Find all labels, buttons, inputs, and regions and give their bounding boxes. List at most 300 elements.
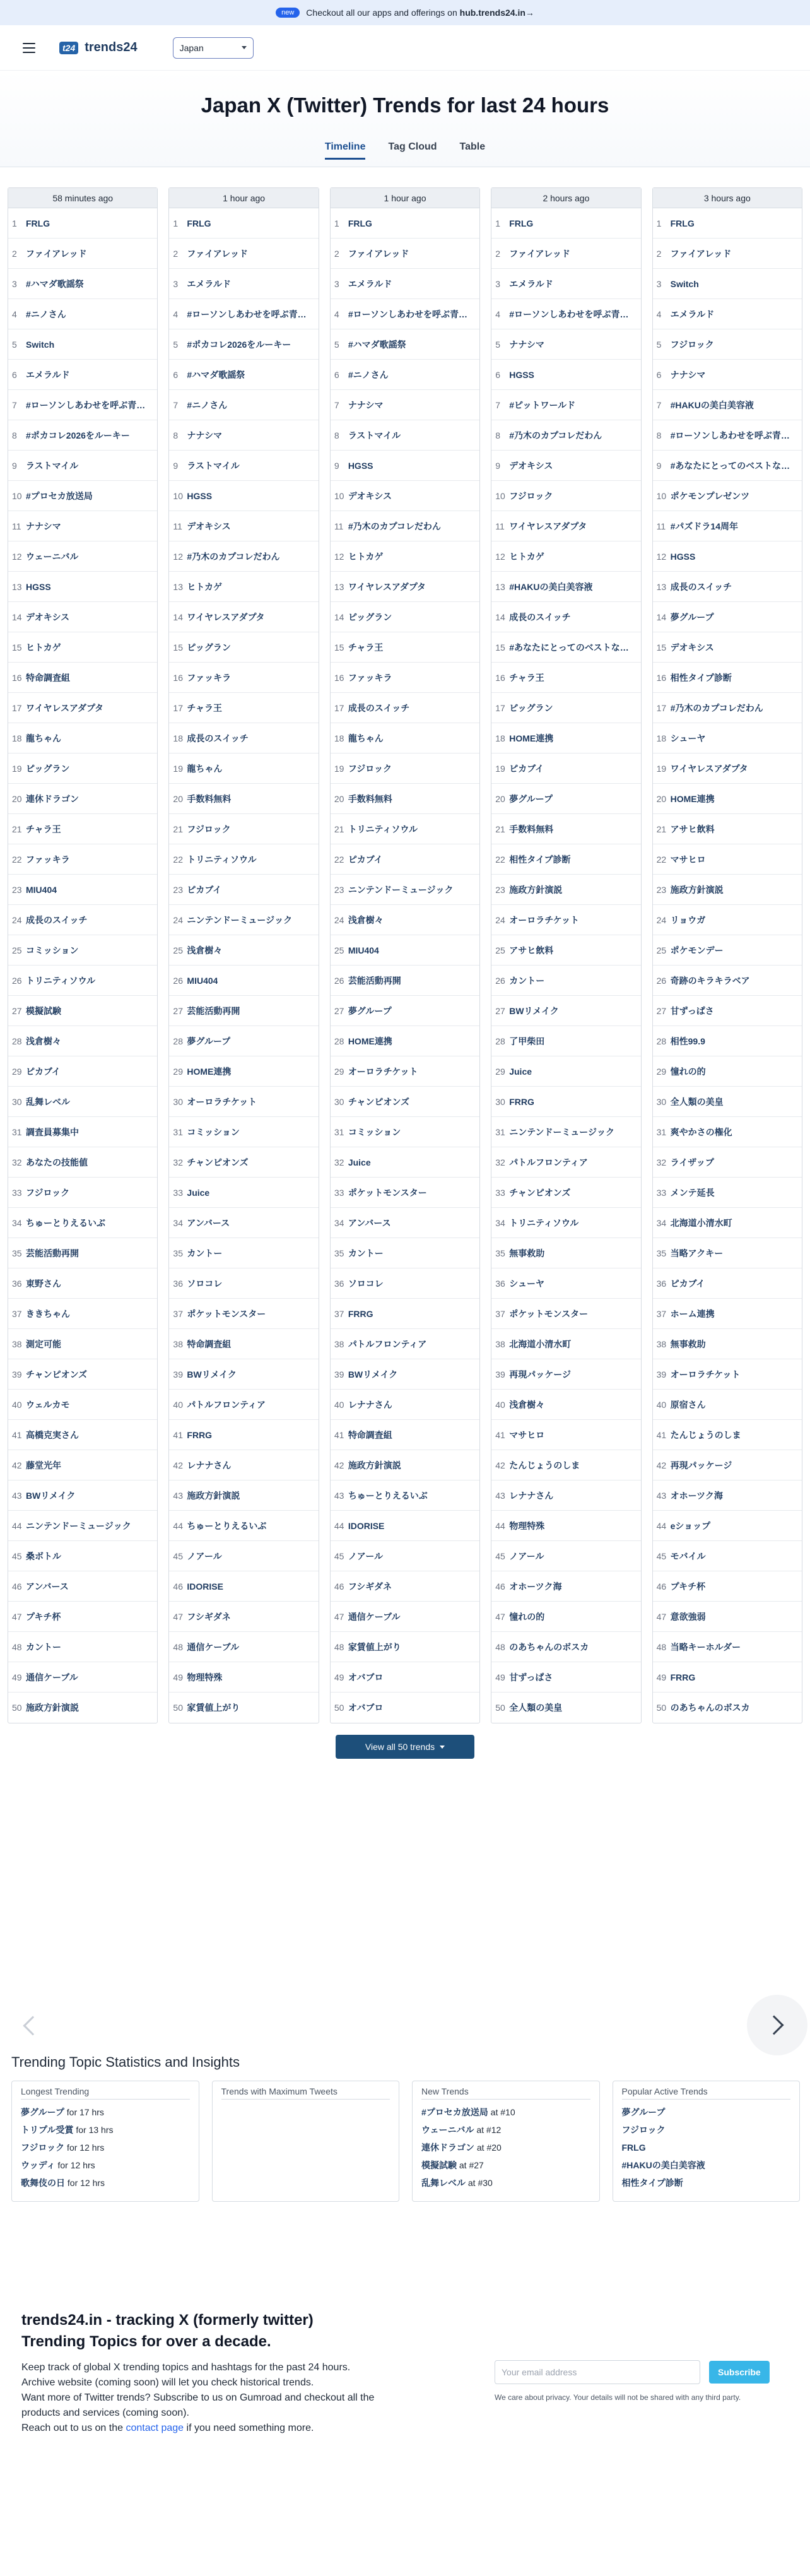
trend-link[interactable]: 憧れの的	[670, 1066, 706, 1077]
trend-link[interactable]: シューヤ	[670, 733, 706, 743]
trend-link[interactable]: ファイアレッド	[187, 248, 249, 259]
trend-link[interactable]: ポケットモンスター	[509, 1308, 589, 1319]
trend-link[interactable]: ウッディ	[21, 2160, 56, 2170]
trend-link[interactable]: 再現パッケージ	[670, 1460, 732, 1470]
trend-link[interactable]: 意欲強弱	[670, 1611, 706, 1622]
trend-link[interactable]: 再現パッケージ	[509, 1369, 571, 1380]
trend-rank: 47	[334, 1611, 344, 1622]
trend-link[interactable]: シューヤ	[509, 1278, 544, 1289]
trend-link[interactable]: アンバース	[348, 1217, 391, 1228]
trend-rank: 41	[495, 1429, 505, 1440]
trend-link[interactable]: デオキシス	[509, 460, 553, 471]
trend-link[interactable]: ニンテンドーミュージック	[509, 1126, 614, 1137]
trend-link[interactable]: のあちゃんのボスカ	[670, 1703, 750, 1713]
list-item	[331, 239, 479, 269]
trend-link[interactable]: #ローソンしあわせを呼ぶ青…	[187, 309, 307, 319]
trend-link[interactable]: ピッグラン	[348, 612, 392, 622]
trend-link[interactable]: ポケットモンスター	[187, 1308, 266, 1319]
subscribe-button[interactable]: Subscribe	[709, 2361, 770, 2384]
trend-link[interactable]: ちゅーとりえるいぶ	[348, 1490, 428, 1501]
trend-link[interactable]: 通信ケーブル	[26, 1672, 78, 1682]
stat-detail: for 12 hrs	[64, 2142, 105, 2153]
trend-link[interactable]: #ローソンしあわせを呼ぶ青…	[509, 309, 629, 319]
trend-link[interactable]: オーロラチケット	[670, 1369, 741, 1380]
trend-link[interactable]: #ニノさん	[26, 309, 66, 319]
trend-link[interactable]: 歌舞伎の日	[21, 2178, 65, 2188]
trend-link[interactable]: ワイヤレスアダプタ	[509, 521, 587, 531]
trend-link[interactable]: 連休ドラゴン	[421, 2142, 474, 2153]
tab-table[interactable]: Table	[459, 141, 486, 152]
trend-link[interactable]: エメラルド	[670, 309, 715, 319]
trend-link[interactable]: 家賃値上がり	[348, 1641, 401, 1652]
trend-link[interactable]: HGSS	[509, 369, 534, 380]
trend-link[interactable]: デオキシス	[187, 521, 231, 531]
trend-link[interactable]: カントー	[187, 1248, 223, 1258]
trend-link[interactable]: トリニティソウル	[26, 975, 96, 986]
trend-link[interactable]: ポケモンプレゼンツ	[670, 490, 750, 501]
tab-timeline[interactable]: Timeline	[325, 141, 366, 160]
trend-link[interactable]: #乃木のカプコレだわん	[348, 521, 441, 531]
trend-link[interactable]: オホーツク海	[509, 1581, 562, 1592]
trend-link[interactable]: レナナさん	[509, 1490, 554, 1501]
slider-prev-button[interactable]	[11, 2007, 49, 2045]
trend-link[interactable]: BWリメイク	[509, 1005, 559, 1016]
trend-link[interactable]: ナナシマ	[348, 399, 384, 410]
trend-link[interactable]: フジロック	[670, 339, 714, 350]
trend-link[interactable]: 当略アクキー	[670, 1248, 724, 1258]
trend-link[interactable]: 施政方針演説	[187, 1490, 240, 1501]
trend-link[interactable]: ちゅーとりえるいぶ	[187, 1520, 267, 1531]
trend-link[interactable]: たんじょうのしま	[670, 1429, 741, 1440]
trend-link[interactable]: フジロック	[348, 763, 392, 774]
trend-link[interactable]: 浅倉樹々	[26, 1036, 61, 1046]
trend-link[interactable]: フジロック	[187, 824, 231, 834]
trend-link[interactable]: 藤堂光年	[26, 1460, 61, 1470]
trend-link[interactable]: HGSS	[348, 460, 373, 471]
trend-link[interactable]: FRLG	[187, 218, 211, 228]
trend-link[interactable]: FRLG	[348, 218, 372, 228]
trend-link[interactable]: パトルフロンティア	[187, 1399, 266, 1410]
trend-link[interactable]: 原宿さん	[670, 1399, 706, 1410]
trend-link[interactable]: チャンピオンズ	[26, 1369, 88, 1380]
trend-link[interactable]: HGSS	[670, 551, 696, 562]
email-field[interactable]	[495, 2360, 700, 2384]
trend-link[interactable]: BWリメイク	[348, 1369, 398, 1380]
trend-link[interactable]: ヒトカゲ	[26, 642, 61, 653]
trend-link[interactable]: Juice	[509, 1066, 532, 1077]
trend-link[interactable]: チャラ王	[26, 824, 61, 834]
trend-link[interactable]: トリプル受賞	[21, 2125, 74, 2135]
trend-link[interactable]: HOME連携	[187, 1066, 232, 1077]
trend-link[interactable]: 芸能活動再開	[348, 975, 401, 986]
trend-link[interactable]: #ニノさん	[348, 369, 389, 380]
trend-link[interactable]: #ハマダ歌謡祭	[187, 369, 245, 380]
trend-link[interactable]: ポケモンデー	[670, 945, 724, 955]
trend-link[interactable]: パトルフロンティア	[348, 1338, 427, 1349]
trend-link[interactable]: #乃木のカプコレだわん	[187, 551, 280, 562]
trend-link[interactable]: 龍ちゃん	[187, 763, 223, 774]
trend-link[interactable]: 夢グループ	[621, 2107, 666, 2117]
trend-rank: 36	[495, 1278, 505, 1289]
trend-link[interactable]: FRRG	[670, 1672, 696, 1682]
trend-link[interactable]: プキチ杯	[26, 1611, 61, 1622]
trend-link[interactable]: オバブロ	[348, 1703, 384, 1713]
trend-link[interactable]: チャラ王	[348, 642, 384, 653]
trend-link[interactable]: チャラ王	[509, 672, 544, 683]
trend-link[interactable]: パトルフロンティア	[509, 1157, 588, 1167]
trend-link[interactable]: 模擬試験	[421, 2160, 457, 2170]
trend-link[interactable]: デオキシス	[348, 490, 392, 501]
trend-link[interactable]: オホーツク海	[670, 1490, 723, 1501]
trend-link[interactable]: MIU404	[26, 884, 57, 895]
trend-link[interactable]: ノアール	[187, 1551, 222, 1561]
trend-link[interactable]: 夢グループ	[509, 793, 553, 804]
logo-text[interactable]: trends24	[85, 40, 138, 54]
trend-link[interactable]: レナナさん	[348, 1399, 392, 1410]
trend-link[interactable]: ワイヤレスアダプタ	[670, 763, 748, 774]
trend-link[interactable]: ワイヤレスアダプタ	[348, 581, 426, 592]
trend-link[interactable]: フシギダネ	[348, 1581, 392, 1592]
trend-link[interactable]: #HAKUの美白美容液	[670, 399, 754, 410]
trend-link[interactable]: 芸能活動再開	[26, 1248, 79, 1258]
trend-link[interactable]: 施政方針演説	[348, 1460, 401, 1470]
trend-link[interactable]: ピッグラン	[187, 642, 231, 653]
trend-link[interactable]: ソロコレ	[348, 1278, 384, 1289]
trend-link[interactable]: トリニティソウル	[348, 824, 418, 834]
trend-link[interactable]: #ローソンしあわせを呼ぶ青…	[348, 309, 468, 319]
trend-link[interactable]: ファイアレッド	[348, 248, 409, 259]
trend-link[interactable]: ファッキラ	[348, 672, 392, 683]
list-item	[653, 875, 802, 905]
trend-rank: 24	[12, 914, 22, 925]
trend-link[interactable]: フジロック	[21, 2142, 65, 2153]
list-item	[169, 784, 318, 814]
trend-link[interactable]: オバブロ	[348, 1672, 384, 1682]
trend-link[interactable]: フシギダネ	[187, 1611, 231, 1622]
trend-link[interactable]: #HAKUの美白美容液	[509, 581, 593, 592]
trend-link[interactable]: コミッション	[26, 945, 79, 955]
trend-link[interactable]: 全人類の美皇	[509, 1703, 563, 1713]
tab-tag-cloud[interactable]: Tag Cloud	[388, 141, 437, 152]
trend-link[interactable]: 物理特殊	[187, 1672, 223, 1682]
trend-link[interactable]: 憧れの的	[509, 1611, 545, 1622]
trend-link[interactable]: MIU404	[348, 945, 379, 955]
trend-link[interactable]: レナナさん	[187, 1460, 232, 1470]
trend-link[interactable]: エメラルド	[348, 278, 392, 289]
list-item	[653, 1056, 802, 1087]
column-timestamp: 58 minutes ago	[8, 188, 157, 208]
trend-link[interactable]: アサヒ飲料	[670, 824, 715, 834]
trend-link[interactable]: BWリメイク	[26, 1490, 76, 1501]
trend-link[interactable]: 測定可能	[26, 1338, 61, 1349]
trend-link[interactable]: カントー	[26, 1641, 61, 1652]
trend-link[interactable]: 手数料無料	[187, 793, 232, 804]
trend-link[interactable]: 夢グループ	[187, 1036, 231, 1046]
trend-link[interactable]: モバイル	[670, 1551, 706, 1561]
trend-link[interactable]: ニンテンドーミュージック	[348, 884, 454, 895]
trend-link[interactable]: 特命調査組	[26, 672, 70, 683]
trend-link[interactable]: ウェーニバル	[421, 2125, 474, 2135]
trend-link[interactable]: 乱舞レベル	[421, 2178, 466, 2188]
trend-link[interactable]: オーロラチケット	[509, 914, 579, 925]
trend-link[interactable]: FRLG	[670, 218, 695, 228]
trend-link[interactable]: デオキシス	[26, 612, 70, 622]
trend-link[interactable]: 相性タイプ診断	[621, 2178, 683, 2188]
trend-link[interactable]: ラストマイル	[187, 460, 240, 471]
trend-link[interactable]: #ハマダ歌謡祭	[348, 339, 406, 350]
trend-link[interactable]: フジロック	[621, 2125, 666, 2135]
trend-link[interactable]: FRRG	[348, 1308, 373, 1319]
trend-link[interactable]: 夢グループ	[348, 1005, 392, 1016]
trend-link[interactable]: 成長のスイッチ	[670, 581, 732, 592]
trend-link[interactable]: 模擬試験	[26, 1005, 61, 1016]
trend-link[interactable]: コミッション	[348, 1126, 401, 1137]
view-all-trends-button[interactable]	[336, 1735, 474, 1759]
trend-link[interactable]: トリニティソウル	[509, 1217, 579, 1228]
trend-link[interactable]: #ポカコレ2026をルーキー	[26, 430, 130, 440]
trend-link[interactable]: 特命調査組	[187, 1338, 232, 1349]
trend-link[interactable]: チャンピオンズ	[187, 1157, 249, 1167]
trend-link[interactable]: IDORISE	[348, 1520, 385, 1531]
trend-link[interactable]: 家賃値上がり	[187, 1703, 240, 1713]
trend-link[interactable]: ニンテンドーミュージック	[187, 914, 293, 925]
trend-link[interactable]: 了甲柴田	[509, 1036, 545, 1046]
trend-link[interactable]: #パズドラ14周年	[670, 521, 738, 531]
trend-link[interactable]: 成長のスイッチ	[187, 733, 249, 743]
trend-link[interactable]: FRRG	[509, 1096, 534, 1107]
trend-link[interactable]: トリニティソウル	[187, 854, 257, 865]
trend-link[interactable]: #あなたにとってのベストな…	[509, 642, 629, 653]
trend-link[interactable]: #ローソンしあわせを呼ぶ青…	[26, 399, 146, 410]
hamburger-menu-icon[interactable]	[23, 43, 35, 53]
trend-link[interactable]: ポケットモンスター	[348, 1187, 427, 1198]
logo-mark[interactable]: t24	[59, 42, 78, 54]
trend-link[interactable]: エメラルド	[509, 278, 553, 289]
contact-page-link[interactable]: contact page	[126, 2423, 184, 2433]
trend-link[interactable]: ピカブイ	[26, 1066, 61, 1077]
trend-link[interactable]: チャンピオンズ	[348, 1096, 409, 1107]
trend-link[interactable]: チャンピオンズ	[509, 1187, 571, 1198]
trend-link[interactable]: カントー	[348, 1248, 384, 1258]
trend-link[interactable]: ピッグラン	[26, 763, 70, 774]
trend-link[interactable]: ノアール	[509, 1551, 544, 1561]
banner-link[interactable]: hub.trends24.in	[459, 8, 525, 18]
trend-link[interactable]: IDORISE	[187, 1581, 223, 1592]
trend-link[interactable]: FRRG	[187, 1429, 213, 1440]
trend-link[interactable]: 物理特殊	[509, 1520, 545, 1531]
trend-rank: 5	[173, 339, 179, 350]
trend-link[interactable]: eショップ	[670, 1520, 711, 1531]
trend-link[interactable]: プキチ杯	[670, 1581, 706, 1592]
trend-link[interactable]: ピカブイ	[670, 1278, 705, 1289]
trend-link[interactable]: 特命調査組	[348, 1429, 392, 1440]
trend-link[interactable]: ヒトカゲ	[187, 581, 222, 592]
trend-link[interactable]: ナナシマ	[187, 430, 223, 440]
trend-link[interactable]: エメラルド	[187, 278, 231, 289]
trend-link[interactable]: #プロセカ放送局	[421, 2107, 488, 2117]
trend-link[interactable]: #プロセカ放送局	[26, 490, 93, 501]
trend-link[interactable]: Juice	[187, 1187, 210, 1198]
trend-link[interactable]: HOME連携	[348, 1036, 392, 1046]
trend-link[interactable]: FRLG	[26, 218, 50, 228]
trend-link[interactable]: ヒトカゲ	[348, 551, 384, 562]
trend-link[interactable]: 施政方針演説	[509, 884, 563, 895]
trend-link[interactable]: 浅倉樹々	[509, 1399, 545, 1410]
trend-link[interactable]: 相性タイプ診断	[509, 854, 571, 865]
trend-link[interactable]: Switch	[670, 278, 699, 289]
trend-link[interactable]: 桑ボトル	[26, 1551, 61, 1561]
trend-link[interactable]: ナナシマ	[670, 369, 706, 380]
trend-link[interactable]: HGSS	[26, 581, 51, 592]
trend-link[interactable]: 東野さん	[26, 1278, 61, 1289]
list-item	[491, 1329, 640, 1359]
trend-link[interactable]: #ポカコレ2026をルーキー	[187, 339, 291, 350]
trend-link[interactable]: ノアール	[348, 1551, 384, 1561]
trend-link[interactable]: #ローソンしあわせを呼ぶ青…	[670, 430, 790, 440]
trend-link[interactable]: 全人類の美皇	[670, 1096, 724, 1107]
trend-link[interactable]: ワイヤレスアダプタ	[26, 702, 104, 713]
trend-link[interactable]: #あなたにとってのベストな…	[670, 460, 790, 471]
trend-link[interactable]: ワイヤレスアダプタ	[187, 612, 265, 622]
trend-link[interactable]: 成長のスイッチ	[509, 612, 571, 622]
trend-link[interactable]: 手数料無料	[509, 824, 554, 834]
trend-link[interactable]: 調査員募集中	[26, 1126, 79, 1137]
trend-link[interactable]: 芸能活動再開	[187, 1005, 240, 1016]
trend-link[interactable]: 成長のスイッチ	[26, 914, 88, 925]
trend-link[interactable]: FRLG	[621, 2142, 646, 2153]
trend-link[interactable]: 施政方針演説	[26, 1703, 79, 1713]
trend-link[interactable]: エメラルド	[26, 369, 70, 380]
trend-link[interactable]: デオキシス	[670, 642, 714, 653]
trend-link[interactable]: ウェルカモ	[26, 1399, 70, 1410]
trend-link[interactable]: MIU404	[187, 975, 218, 986]
trend-link[interactable]: 無事救助	[670, 1338, 706, 1349]
trend-link[interactable]: ファッキラ	[26, 854, 70, 865]
trend-link[interactable]: ライザップ	[670, 1157, 714, 1167]
trend-link[interactable]: アンバース	[26, 1581, 69, 1592]
trend-link[interactable]: ヒトカゲ	[509, 551, 544, 562]
trend-link[interactable]: マサヒロ	[509, 1429, 545, 1440]
trend-link[interactable]: メンテ延長	[670, 1187, 715, 1198]
trend-link[interactable]: 甘ずっぱさ	[670, 1005, 714, 1016]
trend-link[interactable]: ラストマイル	[26, 460, 79, 471]
trend-link[interactable]: 夢グループ	[670, 612, 714, 622]
trend-link[interactable]: チャラ王	[187, 702, 222, 713]
trend-link[interactable]: フジロック	[26, 1187, 70, 1198]
trend-link[interactable]: のあちゃんのボスカ	[509, 1641, 589, 1652]
page-header	[0, 71, 810, 167]
country-select[interactable]	[173, 37, 254, 59]
trend-link[interactable]: 北海道小清水町	[509, 1338, 572, 1349]
trend-link[interactable]: 通信ケーブル	[348, 1611, 401, 1622]
trend-link[interactable]: 浅倉樹々	[348, 914, 384, 925]
trend-link[interactable]: 夢グループ	[21, 2107, 64, 2117]
trend-link[interactable]: あなたの技能値	[26, 1157, 88, 1167]
trend-link[interactable]: ウェーニバル	[26, 551, 79, 562]
list-item	[491, 1602, 640, 1632]
trend-link[interactable]: 相性99.9	[670, 1036, 705, 1046]
trend-link[interactable]: ピッグラン	[509, 702, 553, 713]
list-item	[331, 1117, 479, 1147]
trend-link[interactable]: FRLG	[509, 218, 534, 228]
trend-link[interactable]: リョウガ	[670, 914, 706, 925]
trend-link[interactable]: マサヒロ	[670, 854, 706, 865]
trend-link[interactable]: ファッキラ	[187, 672, 232, 683]
trend-link[interactable]: #ピットワールド	[509, 399, 576, 410]
trend-link[interactable]: カントー	[509, 975, 545, 986]
trend-link[interactable]: ラストマイル	[348, 430, 401, 440]
trend-link[interactable]: ピカブイ	[509, 763, 544, 774]
trend-link[interactable]: ファイアレッド	[509, 248, 570, 259]
announcement-banner[interactable]	[0, 0, 810, 25]
trend-link[interactable]: 奇跡のキラキラベア	[670, 975, 750, 986]
trend-link[interactable]: HGSS	[187, 490, 213, 501]
trend-link[interactable]: #ハマダ歌謡祭	[26, 278, 84, 289]
trend-link[interactable]: コミッション	[187, 1126, 240, 1137]
trend-link[interactable]: 北海道小清水町	[670, 1217, 732, 1228]
trend-link[interactable]: ニンテンドーミュージック	[26, 1520, 131, 1531]
trend-link[interactable]: 相性タイプ診断	[670, 672, 732, 683]
trend-rank: 3	[334, 278, 339, 289]
trend-link[interactable]: オーロラチケット	[187, 1096, 257, 1107]
trend-link[interactable]: ソロコレ	[187, 1278, 223, 1289]
trend-link[interactable]: ナナシマ	[509, 339, 544, 350]
trend-link[interactable]: Juice	[348, 1157, 371, 1167]
trend-link[interactable]: 成長のスイッチ	[348, 702, 410, 713]
trend-link[interactable]: 当略キーホルダー	[670, 1641, 741, 1652]
trend-link[interactable]: たんじょうのしま	[509, 1460, 580, 1470]
trend-rank: 46	[12, 1581, 22, 1592]
trend-link[interactable]: 無事救助	[509, 1248, 545, 1258]
trend-link[interactable]: #乃木のカプコレだわん	[509, 430, 602, 440]
trend-link[interactable]: 高橋克実さん	[26, 1429, 79, 1440]
trend-link[interactable]: ききちゃん	[26, 1308, 70, 1319]
trend-link[interactable]: #HAKUの美白美容液	[621, 2160, 705, 2170]
trend-link[interactable]: ちゅーとりえるいぶ	[26, 1217, 105, 1228]
trend-link[interactable]: アンバース	[187, 1217, 230, 1228]
trend-link[interactable]: 浅倉樹々	[187, 945, 223, 955]
trend-link[interactable]: Switch	[26, 339, 55, 350]
trend-link[interactable]: ファイアレッド	[26, 248, 87, 259]
trend-link[interactable]: フジロック	[509, 490, 553, 501]
list-item	[491, 1450, 640, 1480]
trend-link[interactable]: 龍ちゃん	[348, 733, 384, 743]
trend-link[interactable]: BWリメイク	[187, 1369, 237, 1380]
trend-link[interactable]: HOME連携	[670, 793, 715, 804]
trend-link[interactable]: 手数料無料	[348, 793, 392, 804]
trend-link[interactable]: オーロラチケット	[348, 1066, 418, 1077]
trend-link[interactable]: 龍ちゃん	[26, 733, 61, 743]
trend-link[interactable]: アサヒ飲料	[509, 945, 554, 955]
trend-link[interactable]: #乃木のカプコレだわん	[670, 702, 763, 713]
trend-link[interactable]: ナナシマ	[26, 521, 61, 531]
trend-link[interactable]: ピカブイ	[348, 854, 383, 865]
slider-next-button[interactable]	[747, 1995, 807, 2055]
trend-link[interactable]: ピカブイ	[187, 884, 222, 895]
trend-link[interactable]: ホーム連携	[670, 1308, 715, 1319]
trend-link[interactable]: #ニノさん	[187, 399, 228, 410]
trend-link[interactable]: 乱舞レベル	[26, 1096, 70, 1107]
trend-link[interactable]: ファイアレッド	[670, 248, 732, 259]
trend-link[interactable]: 爽やかさの権化	[670, 1126, 732, 1137]
trend-link[interactable]: 通信ケーブル	[187, 1641, 240, 1652]
trend-link[interactable]: 甘ずっぱさ	[509, 1672, 553, 1682]
list-item	[169, 663, 318, 693]
trend-link[interactable]: 連休ドラゴン	[26, 793, 79, 804]
trend-link[interactable]: 施政方針演説	[670, 884, 724, 895]
trend-link[interactable]: HOME連携	[509, 733, 554, 743]
list-item	[653, 511, 802, 541]
